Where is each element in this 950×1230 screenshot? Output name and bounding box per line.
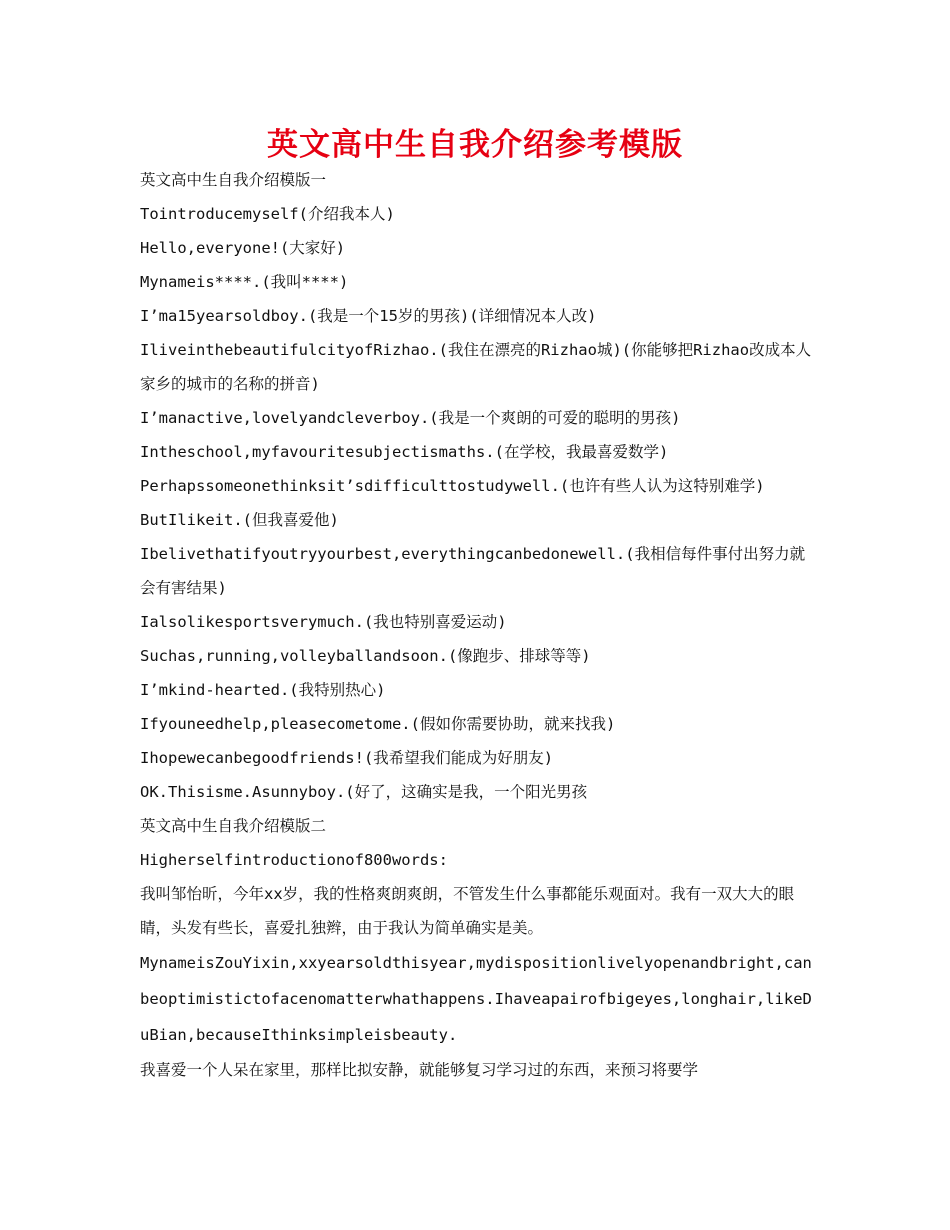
paragraph: Perhapssomeonethinksit’sdifficulttostudywell.(也许有些人认为这特别难学) <box>140 477 765 495</box>
paragraph: MynameisZouYixin,xxyearsoldthisyear,mydispositionlivelyopenandbright,canbeoptimistictofacenomatterwhathappens.Ihaveapairofbigeyes,longhair,likeDuBian,becauseIthinksimpleisbeauty. <box>140 954 812 1044</box>
paragraph: OK.Thisisme.Asunnyboy.(好了，这确实是我，一个阳光男孩 <box>140 783 588 801</box>
paragraph: I’ma15yearsoldboy.(我是一个15岁的男孩)(详细情况本人改) <box>140 307 597 325</box>
paragraph: IliveinthebeautifulcityofRizhao.(我住在漂亮的Rizhao城)(你能够把Rizhao改成本人家乡的城市的名称的拼音) <box>140 341 812 393</box>
paragraph: Hello,everyone!(大家好) <box>140 239 346 257</box>
paragraph: I’mkind-hearted.(我特别热心) <box>140 681 386 699</box>
document-title: 英文高中生自我介绍参考模版 <box>267 127 683 163</box>
paragraph: Ifyouneedhelp,pleasecometome.(假如你需要协助，就来找我) <box>140 715 616 733</box>
paragraph: ButIlikeit.(但我喜爱他) <box>140 511 339 529</box>
section-heading: 英文高中生自我介绍模版一 <box>140 171 327 189</box>
paragraph: Higherselfintroductionof800words: <box>140 851 448 869</box>
paragraph: Tointroducemyself(介绍我本人) <box>140 205 395 223</box>
paragraph: 我喜爱一个人呆在家里，那样比拟安静，就能够复习学习过的东西，来预习将要学 <box>140 1061 699 1079</box>
paragraph: Ihopewecanbegoodfriends!(我希望我们能成为好朋友) <box>140 749 554 767</box>
paragraph: Ibelivethatifyoutryyourbest,everythingcanbedonewell.(我相信每件事付出努力就会有害结果) <box>140 545 806 597</box>
section-heading: 英文高中生自我介绍模版二 <box>140 817 327 835</box>
paragraph: 我叫邹怡昕，今年xx岁，我的性格爽朗爽朗，不管发生什么事都能乐观面对。我有一双大大的眼睛，头发有些长，喜爱扎独辫，由于我认为简单确实是美。 <box>140 885 795 937</box>
document-body <box>140 163 816 1087</box>
paragraph: Ialsolikesportsverymuch.(我也特别喜爱运动) <box>140 613 507 631</box>
paragraph: I’manactive,lovelyandcleverboy.(我是一个爽朗的可爱的聪明的男孩) <box>140 409 681 427</box>
paragraph: Suchas,running,volleyballandsoon.(像跑步、排球等等) <box>140 647 591 665</box>
paragraph: Intheschool,myfavouritesubjectismaths.(在学校，我最喜爱数学) <box>140 443 669 461</box>
paragraph: Mynameis****.(我叫****) <box>140 273 349 291</box>
